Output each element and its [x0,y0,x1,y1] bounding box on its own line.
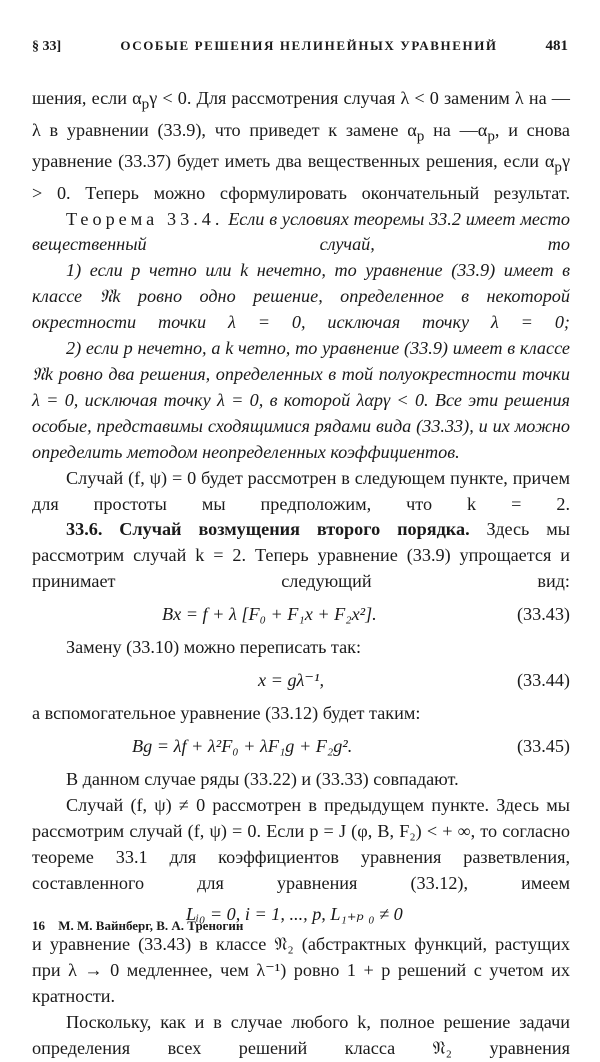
paragraph-final: Поскольку, как и в случае любого k, полное решение задачи определения всех решений класса 𝔑₂ уравнения [32,1012,570,1059]
equation-number: (33.45) [516,736,570,756]
equation-formula: Bx = f + λ [F₀ + F₁x + F₂x²]. [162,604,377,625]
paragraph-case-nonzero: Случай (f, ψ) ≠ 0 рассмотрен в предыдущем пункте. Здесь мы рассмотрим случай (f, ψ) = 0. Если p = J (φ, B, F₂) < + ∞, то согласно теореме 33.1 для коэффициентов уравнения разветвления, составленного для уравнения (33.12), имеем [32,794,570,893]
page-number: 481 [545,38,568,54]
equation-formula: Bg = λf + λ²F₀ + λF₁g + F₂g². [132,736,353,756]
subsection-heading: 33.6. Случай возмущения второго порядка. [66,519,470,540]
equation-33-45 [32,729,570,765]
paragraph-case: Случай (f, ψ) = 0 будет рассмотрен в следующем пункте, причем для простоты мы предположим, что k = 2. [32,467,570,514]
body-text [32,86,570,1062]
theorem-intro: Если в условиях теоремы 33.2 имеет место вещественный случай, то [32,208,570,255]
theorem-label: Теорема 33.4. [66,208,224,229]
book-authors: М. М. Вайнберг, В. А. Треногин [58,918,244,933]
theorem-item-2: 2) если p нечетно, а k четно, то уравнение (33.9) имеет в классе 𝔑k ровно два решения, определенных в той полуокрестности точки λ = 0, исключая точку λ = 0, в которой λαpγ < 0. Все эти решения особые, представимы сходящимися рядами вида (33.33), и их можно определить методом неопределенных коэффициентов. [32,338,570,462]
equation-33-43 [32,597,570,633]
equation-33-44 [32,663,570,699]
running-title: ОСОБЫЕ РЕШЕНИЯ НЕЛИНЕЙНЫХ УРАВНЕНИЙ [120,38,498,53]
paragraph-series: В данном случае ряды (33.22) и (33.33) совпадают. [66,768,459,789]
paragraph-continuation: шения, если $\alpha_p\gamma < 0$. Для рассмотрения случая λ < 0 заменим λ на —λ в уравнении (33.9), что приведет к замене $\alpha_p$ на $—\alpha_p$, и снова уравнение (33.37) будет иметь два вещественных решения, если $\alpha_p\gamma > 0$. Теперь можно сформулировать окончательный результат. [32,88,570,203]
signature-footer [32,918,243,934]
equation-number: (33.44) [516,670,570,691]
section-ref: § 33] [32,39,62,54]
equation-formula: Lᵢ₀ = 0, i = 1, ..., p, L₁₊ₚ ₀ ≠ 0 [186,903,403,924]
paragraph-solutions: и уравнение (33.43) в классе 𝔑₂ (абстрактных функций, растущих при λ → 0 медленнее, чем λ⁻¹) ровно 1 + p решений с учетом их кратности. [32,934,570,1007]
theorem-statement [32,207,570,259]
equation-number: (33.43) [516,604,570,625]
equation-formula: x = gλ⁻¹, [258,670,325,691]
theorem-item-1: 1) если p четно или k нечетно, то уравнение (33.9) имеет в классе 𝔑k ровно одно решение, определенное в некоторой окрестности точки λ = 0, исключая точку λ = 0; [32,260,570,333]
paragraph-substitution: Замену (33.10) можно переписать так: [66,637,362,658]
subsection-text: Здесь мы рассмотрим случай k = 2. Теперь уравнение (33.9) упрощается и принимает следующий вид: [32,519,570,592]
folio-mark: 16 [32,918,45,933]
paragraph-auxiliary: а вспомогательное уравнение (33.12) будет таким: [32,703,421,724]
running-header [32,38,568,55]
subsection-33-6 [32,517,570,595]
